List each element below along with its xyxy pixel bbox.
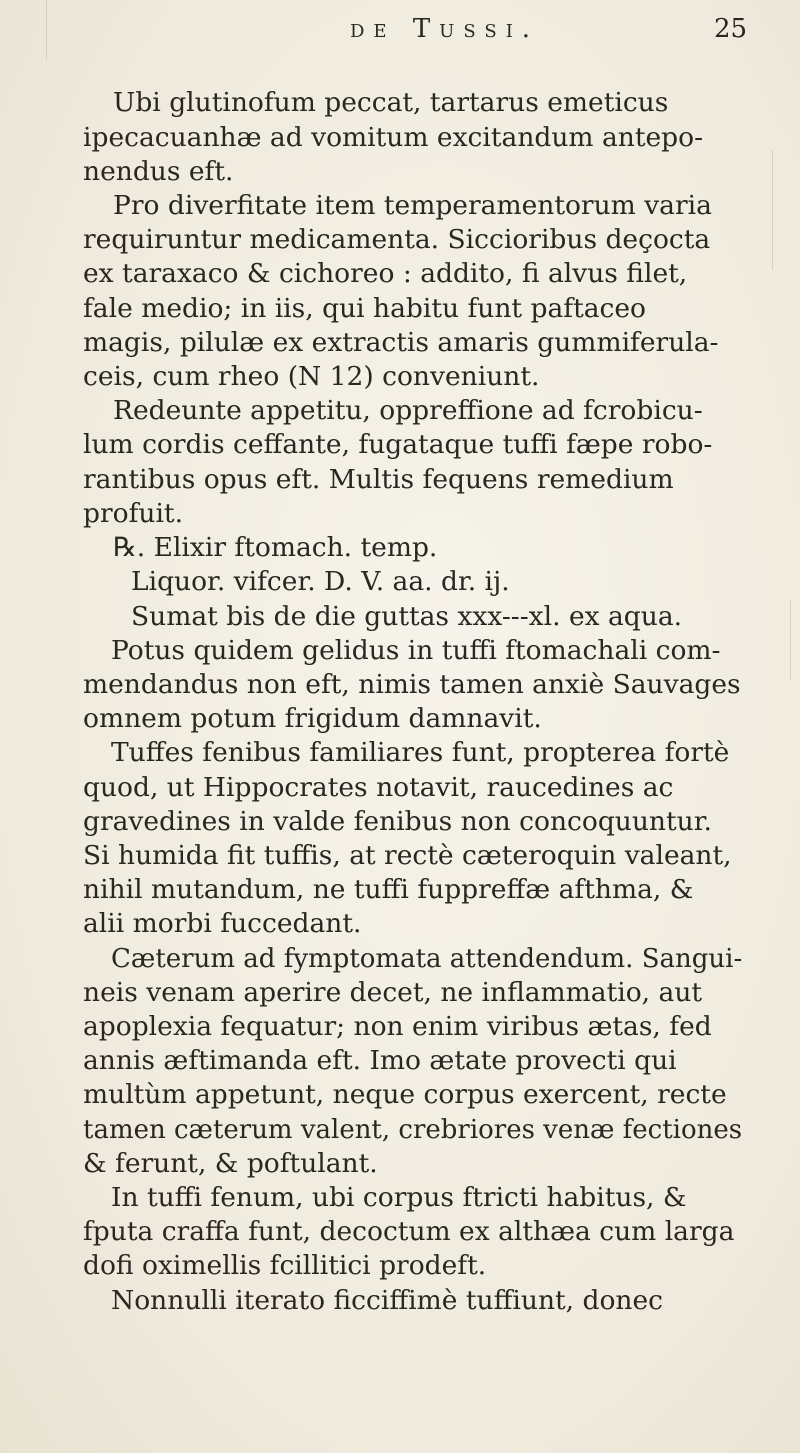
paper-scratch-mark [46, 0, 47, 60]
text-line: & ferunt, & poftulant. [83, 1148, 378, 1179]
text-line: omnem potum frigidum damnavit. [83, 703, 542, 734]
text-line: Cæterum ad fymptomata attendendum. Sangui- [111, 943, 743, 974]
text-line: Redeunte appetitu, oppreffione ad fcrobicu- [113, 395, 703, 426]
text-line: annis æftimanda eft. Imo ætate provecti qui [83, 1045, 677, 1076]
text-line: multùm appetunt, neque corpus exercent, recte [83, 1079, 727, 1110]
text-line: ex taraxaco & cichoreo : addito, fi alvus filet, [83, 258, 688, 289]
text-line: lum cordis ceffante, fugataque tuffi fæpe robo- [83, 429, 713, 460]
text-line: ℞. Elixir ftomach. temp. [113, 532, 438, 563]
text-line: ipecacuanhæ ad vomitum excitandum antepo- [83, 122, 704, 153]
text-line: fputa craffa funt, decoctum ex althæa cum larga [83, 1216, 735, 1247]
text-line: gravedines in valde fenibus non concoquuntur. [83, 806, 712, 837]
text-line: Pro diverfitate item temperamentorum varia [113, 190, 712, 221]
text-line: nendus eft. [83, 156, 234, 187]
text-line: Liquor. vifcer. D. V. aa. dr. ij. [131, 566, 510, 597]
text-line: Nonnulli iterato ficciffimè tuffiunt, donec [111, 1285, 664, 1316]
text-line: Tuffes fenibus familiares funt, propterea fortè [111, 737, 730, 768]
text-line: requiruntur medicamenta. Siccioribus deçocta [83, 224, 711, 255]
text-line: quod, ut Hippocrates notavit, raucedines ac [83, 772, 674, 803]
text-line: In tuffi fenum, ubi corpus ftricti habitus, & [111, 1182, 687, 1213]
text-line: Si humida fit tuffis, at rectè cæteroquin valeant, [83, 840, 732, 871]
text-line: alii morbi fuccedant. [83, 908, 362, 939]
text-line: nihil mutandum, ne tuffi fuppreffæ afthma, & [83, 874, 694, 905]
text-line: ceis, cum rheo (N 12) conveniunt. [83, 361, 540, 392]
text-line: apoplexia fequatur; non enim viribus ætas, fed [83, 1011, 712, 1042]
text-line: fale medio; in iis, qui habitu funt paftaceo [83, 293, 646, 324]
text-line: mendandus non eft, nimis tamen anxiè Sauvages [83, 669, 741, 700]
paper-scratch-mark [790, 600, 791, 680]
text-line: magis, pilulæ ex extractis amaris gummiferula- [83, 327, 719, 358]
page-number: 25 [714, 14, 748, 44]
text-line: Sumat bis de die guttas xxx---xl. ex aqua. [131, 601, 683, 632]
text-line: profuit. [83, 498, 184, 529]
text-line: rantibus opus eft. Multis fequens remedium [83, 464, 674, 495]
text-line: neis venam aperire decet, ne inflammatio, aut [83, 977, 703, 1008]
running-title: de Tussi. [350, 14, 540, 44]
text-line: tamen cæterum valent, crebriores venæ fectiones [83, 1114, 743, 1145]
text-line: Ubi glutinofum peccat, tartarus emeticus [113, 87, 669, 118]
paper-scratch-mark [772, 150, 773, 270]
text-line: Potus quidem gelidus in tuffi ftomachali com- [111, 635, 721, 666]
text-line: dofi oximellis fcillitici prodeft. [83, 1250, 487, 1281]
